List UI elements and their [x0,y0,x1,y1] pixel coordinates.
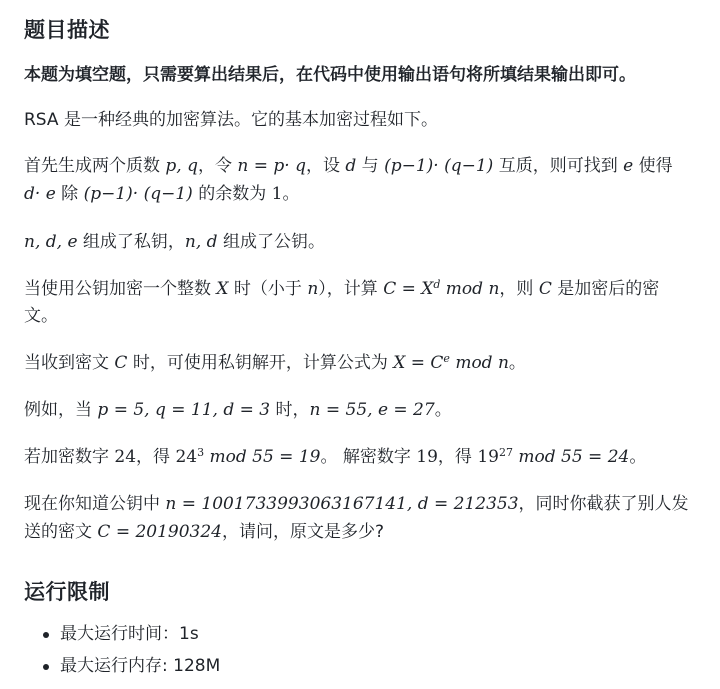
text: ，则 [499,279,539,299]
math-example-params: p = 5, q = 11, d = 3 [97,400,271,420]
text: 。 [434,400,452,420]
text: 。 [282,184,300,204]
math-exp-d: d [433,277,441,291]
text: ，得 [437,447,478,467]
list-item [24,618,220,650]
text: 互质，则可找到 [493,156,624,176]
math-x: X [216,279,229,299]
text: ，同时你截获了别人发 [518,494,689,514]
text: 当收到密文 [24,353,115,373]
intro-paragraph: RSA 是一种经典的加密算法。它的基本加密过程如下。 [24,110,438,130]
text: 首先生成两个质数 [24,156,166,176]
text: 组成了私钥， [77,232,185,252]
text: 。 [508,353,526,373]
fill-in-instruction: 本题为填空题，只需要算出结果后，在代码中使用输出语句将所填结果输出即可。 [24,65,636,85]
math-mod-n: mod n [440,279,500,299]
text: 例如，当 [24,400,98,420]
math-c: C [114,353,128,373]
question-line-2 [24,518,384,546]
text: 若加密数字 [24,447,115,467]
text: 现在你知道公钥中 [24,494,166,514]
text: ，令 [197,156,238,176]
text: 送的密文 [24,522,98,542]
text: 当使用公钥加密一个整数 [24,279,217,299]
math-private-key: n, d, e [24,232,78,252]
math-x-eq: X = C [393,353,444,373]
math-d: d [345,156,357,176]
math-public-key: n, d [184,232,218,252]
text: 时（小于 [228,279,308,299]
math-exp-3: 3 [197,445,205,459]
math-24: 24 [175,447,198,467]
text: ），计算 [318,279,384,299]
example-paragraph [24,396,452,424]
math-ciphertext: C = 20190324 [97,522,222,542]
math-mod-result: mod 55 = 19 [204,447,321,467]
text: 与 [356,156,385,176]
encryption-line-1 [24,275,659,303]
text: 除 [55,184,84,204]
text: ，得 [136,447,176,467]
text: 组成了公钥。 [217,232,325,252]
math-n: n [307,279,319,299]
key-generation-line-1 [24,152,673,180]
math-exp-27: 27 [498,445,513,459]
math-e: e [623,156,634,176]
limits-list [24,618,220,682]
math-24: 24 [114,447,137,467]
math-example-results: n = 55, e = 27 [309,400,435,420]
math-mod-n: mod n [449,353,509,373]
text: 。 [629,447,647,467]
text: 时，可使用私钥解开，计算公式为 [127,353,394,373]
question-line-1 [24,490,689,518]
math-exp-e: e [443,351,450,365]
section-title-description: 题目描述 [24,18,110,42]
math-phi: (p−1)· (q−1) [83,184,193,204]
math-de: d· e [24,184,56,204]
text: ，请问，原文是多少? [222,522,385,542]
math-mod-result: mod 55 = 24 [512,447,630,467]
bullet-icon [43,632,49,638]
math-one: 1 [271,184,283,204]
decryption-paragraph [24,349,526,377]
math-19: 19 [416,447,438,467]
text: ，设 [305,156,346,176]
math-pq: p, q [165,156,198,176]
encryption-line-2: 文。 [24,306,58,326]
example-computation [24,443,646,471]
text: 时， [270,400,310,420]
text: 使得 [633,156,673,176]
math-c: C [538,279,552,299]
bullet-icon [43,664,49,670]
text: 是加密后的密 [551,279,660,299]
math-public-key-values: n = 1001733993063167141, d = 212353 [165,494,519,514]
keys-paragraph [24,228,325,256]
math-phi: (p−1)· (q−1) [384,156,494,176]
text: 。 解密数字 [320,447,417,467]
math-19: 19 [477,447,499,467]
text: 的余数为 [192,184,272,204]
memory-limit: 最大运行内存: 128M [60,656,221,676]
section-title-limits: 运行限制 [24,580,110,604]
math-n-def: n = p· q [237,156,306,176]
time-limit: 最大运行时间：1s [60,624,199,644]
math-c-eq: C = X [383,279,434,299]
list-item [24,650,220,682]
key-generation-line-2 [24,180,299,208]
